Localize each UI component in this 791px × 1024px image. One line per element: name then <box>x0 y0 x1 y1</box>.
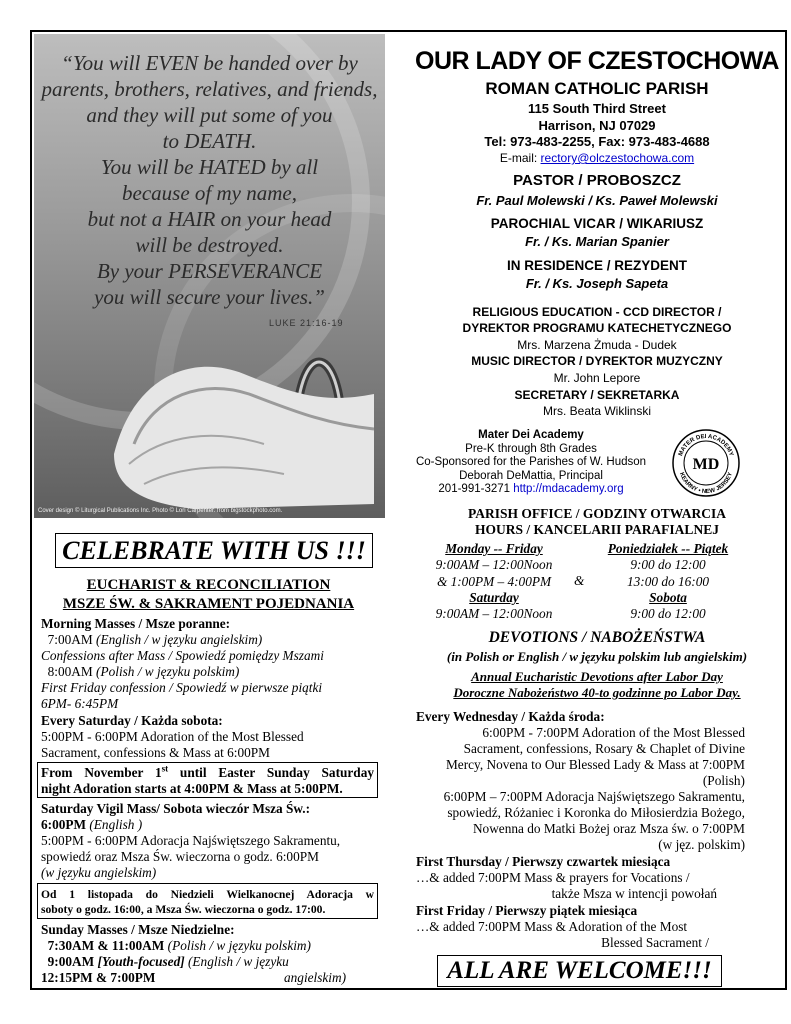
first-friday-1: …& added 7:00PM Mass & Adoration of the Most <box>416 919 688 934</box>
seal-top-text: MATER DEI ACADEMY <box>678 433 734 457</box>
parish-phone: Tel: 973-483-2255, Fax: 973-483-4688 <box>484 134 710 149</box>
all-welcome-banner: ALL ARE WELCOME!!! <box>437 955 722 987</box>
pastor-name: Fr. Paul Molewski / Ks. Paweł Molewski <box>476 193 718 208</box>
mass-language: (Polish / w języku polskim) <box>167 938 311 953</box>
november-notice-box <box>37 762 378 798</box>
wednesday-pl-2: spowiedź, Różaniec i Koronka do Miłosierdzia Bożego, <box>447 805 745 820</box>
academy-grades: Pre-K through 8th Grades <box>465 442 597 455</box>
wednesday-en-4: (Polish) <box>702 773 745 788</box>
music-title: MUSIC DIRECTOR / DYREKTOR MUZYCZNY <box>471 354 723 368</box>
saturday-adoration-1: 5:00PM - 6:00PM Adoration of the Most Blessed <box>41 729 304 744</box>
wednesday-en-1: 6:00PM - 7:00PM Adoration of the Most Blessed <box>482 725 745 740</box>
eucharist-heading: EUCHARIST & RECONCILIATION <box>86 577 331 593</box>
mass-language: (Polish / w języku polskim) <box>96 664 240 679</box>
notice-text: From November 1 <box>41 765 162 780</box>
sunday-heading: Sunday Masses / Msze Niedzielne: <box>41 922 235 937</box>
quote-line: you will secure your lives.” <box>94 285 325 309</box>
quote-line: and they will put some of you <box>86 103 333 127</box>
weekday-afternoon: & 1:00PM – 4:00PM <box>436 573 552 589</box>
saturday-heading-pl: Sobota <box>649 589 687 605</box>
wednesday-en-2: Sacrament, confessions, Rosary & Chaplet of Divine <box>463 741 745 756</box>
first-thursday-1: …& added 7:00PM Mass & prayers for Vocations / <box>416 870 690 885</box>
ordinal-suffix: st <box>161 763 169 774</box>
mass-time: 7:30AM & 11:00AM <box>41 938 168 953</box>
vigil-heading: Saturday Vigil Mass/ Sobota wieczór Msza Św.: <box>41 801 311 816</box>
first-friday-2: Blessed Sacrament / <box>601 935 709 950</box>
mass-time: 6:00PM <box>41 817 90 832</box>
secretary-title: SECRETARY / SEKRETARKA <box>514 388 680 402</box>
music-name: Mr. John Lepore <box>553 371 641 385</box>
academy-block <box>412 429 650 497</box>
sunday-mass-2 <box>41 954 289 970</box>
quote-line: By your PERSEVERANCE <box>96 259 323 283</box>
youth-tag: [Youth-focused] <box>97 954 185 969</box>
re-title-1: RELIGIOUS EDUCATION - CCD DIRECTOR / <box>472 305 722 319</box>
sunday-mass-3-language: angielskim) <box>284 970 347 985</box>
saturday-hours: 9:00AM – 12:00Noon <box>435 606 553 622</box>
cover-credit: Cover design © Liturgical Publications Inc. Photo © Lori Carpenter. from bigstockphoto.com. <box>38 508 283 514</box>
re-name: Mrs. Marzena Żmuda - Dudek <box>517 338 677 352</box>
re-title-2: DYREKTOR PROGRAMU KATECHETYCZNEGO <box>462 321 732 335</box>
annual-devotions-en: Annual Eucharistic Devotions after Labor Day <box>471 669 723 684</box>
mass-language: (English / w języku angielskim) <box>96 632 263 647</box>
office-title-2: HOURS / KANCELARII PARAFIALNEJ <box>475 522 719 537</box>
academy-principal: Deborah DeMattia, Principal <box>459 469 603 482</box>
office-title-1: PARISH OFFICE / GODZINY OTWARCIA <box>467 506 727 521</box>
academy-phone: 201-991-3271 <box>438 483 514 495</box>
mass-language: (English ) <box>89 817 143 832</box>
wednesday-en-3: Mercy, Novena to Our Blessed Lady & Mass at 7:00PM <box>445 757 745 772</box>
residence-title: IN RESIDENCE / REZYDENT <box>506 258 688 273</box>
mass-time: 9:00AM <box>41 954 98 969</box>
vigil-mass-time <box>41 817 142 833</box>
email-link[interactable]: rectory@olczestochowa.com <box>540 151 695 165</box>
vigil-adoration-pl-1: 5:00PM - 6:00PM Adoracja Najświętszego Sakramentu, <box>41 833 341 848</box>
saturday-hours-pl: 9:00 do 12:00 <box>630 606 706 622</box>
saturday-heading: Saturday <box>469 589 519 605</box>
parish-street: 115 South Third Street <box>528 101 666 116</box>
saturday-adoration-2: Sacrament, confessions & Mass at 6:00PM <box>41 745 270 760</box>
weekday-heading: Monday -- Friday <box>445 541 543 556</box>
quote-line: but not a HAIR on your head <box>87 207 332 231</box>
november-notice-1 <box>41 765 374 781</box>
saturday-heading-left: Every Saturday / Każda sobota: <box>41 713 223 728</box>
first-thursday-2: także Msza w intencji powołań <box>551 886 717 901</box>
vicar-title: PAROCHIAL VICAR / WIKARIUSZ <box>490 216 704 231</box>
devotions-subtitle: (in Polish or English / w języku polskim lub angielskim) <box>446 649 748 664</box>
quote-line: will be destroyed. <box>135 233 284 257</box>
wednesday-pl-1: 6:00PM – 7:00PM Adoracja Najświętszego Sakramentu, <box>443 789 745 804</box>
weekday-morning-pl: 9:00 do 12:00 <box>630 557 706 573</box>
sunday-mass-3: 12:15PM & 7:00PM <box>41 970 156 985</box>
mass-time: 7:00AM <box>41 632 97 647</box>
quote-line: because of my name, <box>122 181 297 205</box>
sunday-mass-1 <box>41 938 311 954</box>
vigil-adoration-pl-2: spowiedź oraz Msza Św. wieczorna o godz. 6:00PM <box>41 849 319 864</box>
pastor-title: PASTOR / PROBOSZCZ <box>513 172 681 189</box>
praying-hands-handcuff-icon <box>74 334 374 514</box>
notice-text: until Easter Sunday Saturday <box>168 765 374 780</box>
morning-mass-2 <box>41 664 239 680</box>
first-thursday-heading: First Thursday / Pierwszy czwartek miesiąca <box>416 854 671 869</box>
seal-monogram: MD <box>692 456 720 473</box>
annual-devotions-pl: Doroczne Nabożeństwo 40-to godzinne po Labor Day. <box>453 685 741 700</box>
first-friday-confession: First Friday confession / Spowiedź w pierwsze piątki <box>41 680 323 695</box>
parish-name: OUR LADY OF CZESTOCHOWA <box>415 47 779 75</box>
november-notice-2: night Adoration starts at 4:00PM & Mass at 5:00PM. <box>41 781 343 796</box>
devotions-title: DEVOTIONS / NABOŻEŃSTWA <box>488 629 706 646</box>
office-hours-english <box>414 541 574 622</box>
morning-mass-1 <box>41 632 262 648</box>
wednesday-heading: Every Wednesday / Każda środa: <box>416 709 605 724</box>
vigil-adoration-pl-3: (w języku angielskim) <box>41 865 157 880</box>
mass-time: 8:00AM <box>41 664 97 679</box>
cover-image <box>34 34 385 518</box>
email-line <box>412 151 782 166</box>
celebrate-banner: CELEBRATE WITH US !!! <box>55 533 373 568</box>
mass-language: (English / w języku <box>184 954 289 969</box>
polish-notice-box <box>37 883 378 919</box>
parish-subtitle: ROMAN CATHOLIC PARISH <box>485 79 709 98</box>
vicar-name: Fr. / Ks. Marian Spanier <box>525 234 669 249</box>
quote-line: to DEATH. <box>162 129 257 153</box>
academy-sponsor: Co-Sponsored for the Parishes of W. Hudson <box>415 456 647 468</box>
parish-city: Harrison, NJ 07029 <box>538 118 656 133</box>
first-friday-confession-time: 6PM- 6:45PM <box>41 696 119 711</box>
email-label: E-mail: <box>499 151 541 165</box>
secretary-name: Mrs. Beata Wiklinski <box>542 404 652 418</box>
seal-bottom-text: KEARNY • NEW JERSEY <box>677 471 735 496</box>
quote-line: parents, brothers, relatives, and friends, <box>41 77 378 101</box>
academy-name: Mater Dei Academy <box>478 429 584 441</box>
academy-contact <box>412 483 650 497</box>
confessions-after-mass: Confessions after Mass / Spowiedź pomiędzy Mszami <box>41 648 324 663</box>
scripture-reference: LUKE 21:16-19 <box>269 318 344 328</box>
quote-line: You will be HATED by all <box>100 155 319 179</box>
weekday-morning: 9:00AM – 12:00Noon <box>435 557 553 573</box>
office-hours-polish <box>586 541 750 622</box>
weekday-afternoon-pl: 13:00 do 16:00 <box>627 573 709 589</box>
first-friday-heading: First Friday / Pierwszy piątek miesiąca <box>416 903 638 918</box>
office-amp: & <box>574 573 585 588</box>
residence-name: Fr. / Ks. Joseph Sapeta <box>525 276 669 291</box>
polish-notice-1: Od 1 listopada do Niedzieli Wielkanocnej Adoracja w <box>41 888 374 901</box>
weekday-heading-pl: Poniedziałek -- Piątek <box>607 541 729 556</box>
academy-url-link[interactable]: http://mdacademy.org <box>513 483 624 495</box>
polish-notice-2: soboty o godz. 16:00, a Msza Św. wieczorna o godz. 17:00. <box>41 903 326 916</box>
morning-masses-heading: Morning Masses / Msze poranne: <box>41 616 231 631</box>
wednesday-pl-3: Nowenna do Matki Bożej oraz Msza św. o 7:00PM <box>472 821 745 836</box>
quote-line: “You will EVEN be handed over by <box>61 51 358 75</box>
eucharist-heading-pl: MSZE ŚW. & SAKRAMENT POJEDNANIA <box>62 596 355 612</box>
wednesday-pl-4: (w jęz. polskim) <box>658 837 745 852</box>
academy-seal-icon <box>671 428 741 498</box>
